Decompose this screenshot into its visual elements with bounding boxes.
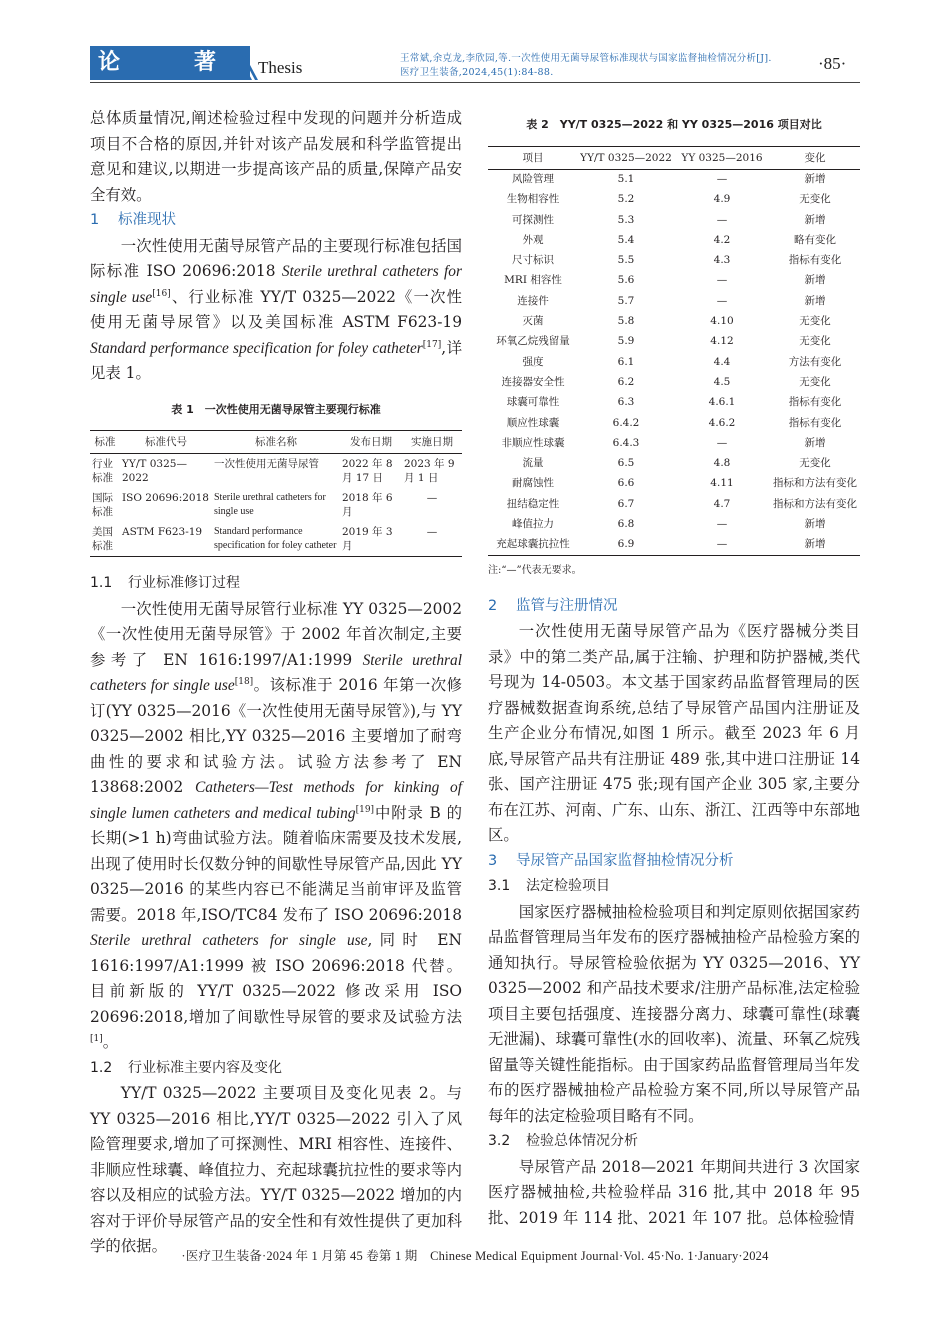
section-title: 法定检验项目 — [526, 878, 610, 895]
table-cell: 5.6 — [617, 274, 635, 287]
header-rule — [90, 82, 860, 83]
table-header: 标准名称 — [212, 431, 340, 454]
table-cell: 非顺应性球囊 — [501, 436, 565, 449]
table-header: 标准代号 — [120, 431, 212, 454]
table-cell: 外观 — [522, 233, 544, 246]
table-cell: 充起球囊抗拉性 — [488, 535, 578, 556]
section-title: 监管与注册情况 — [516, 597, 618, 614]
table-header: YY 0325—2016 — [674, 146, 770, 169]
table-row — [488, 413, 860, 433]
table-row — [488, 169, 860, 190]
table-cell: 可探测性 — [512, 213, 554, 226]
table-row: 行业标准 YY/T 0325—2022 一次性使用无菌导尿管 2022 年 8 月 17 日 2023 年 9 月 1 日 — [92, 458, 455, 484]
table-cell: 6.9 — [578, 535, 674, 556]
intro-paragraph: 总体质量情况,阐述检验过程中发现的问题并分析造成项目不合格的原因,并针对该产品发展和科学监管提出意见和建议,以期进一步提高该产品的质量,保障产品安全有效。 — [90, 109, 462, 204]
right-column — [488, 106, 860, 1231]
table-row — [488, 393, 860, 413]
table-row — [488, 210, 860, 230]
table-cell: 新增 — [804, 294, 826, 307]
table-1-caption: 表 1 一次性使用无菌导尿管主要现行标准 — [171, 402, 381, 416]
table-cell: — — [716, 213, 728, 226]
table-cell: 6.4.2 — [612, 416, 640, 429]
table-cell: 球囊可靠性 — [506, 396, 560, 409]
table-cell: 4.6.2 — [708, 416, 736, 429]
table-header: 项目 — [488, 146, 578, 169]
table-cell: 连接器安全性 — [501, 375, 565, 388]
table-header: 标准 — [90, 431, 120, 454]
table-row — [488, 230, 860, 250]
section-number: 3.1 — [488, 878, 511, 895]
table-row — [488, 332, 860, 352]
table-cell: 新增 — [804, 518, 826, 531]
table-cell: 指标和方法有变化 — [773, 477, 857, 490]
section-1-2-heading — [90, 1056, 462, 1082]
table-row — [488, 535, 860, 556]
table-cell: 6.1 — [617, 355, 635, 368]
section-tag-char-1: 论 — [98, 50, 121, 75]
table-cell: 5.3 — [617, 213, 635, 226]
table-cell: 指标有变化 — [788, 416, 842, 429]
table-cell: 无变化 — [799, 315, 831, 328]
table-2 — [488, 146, 860, 557]
table-cell: — — [716, 518, 728, 531]
table-cell: 峰值拉力 — [512, 518, 554, 531]
section-tag — [90, 46, 250, 80]
table-row — [488, 312, 860, 332]
table-cell: 4.11 — [710, 477, 734, 490]
table-cell: 无变化 — [799, 335, 831, 348]
citation-line-2: 医疗卫生装备,2024,45(1):84-88. — [400, 67, 554, 78]
table-row — [488, 474, 860, 494]
table-cell: — — [674, 535, 770, 556]
table-cell: 4.2 — [713, 233, 731, 246]
table-cell: 4.9 — [713, 193, 731, 206]
section-title: 行业标准主要内容及变化 — [128, 1059, 282, 1076]
table-1 — [90, 430, 462, 557]
table-cell: 尺寸标识 — [512, 254, 554, 267]
table-cell: 4.3 — [713, 254, 731, 267]
table-row: 国际标准 ISO 20696:2018 Sterile urethral catheters for single use 2018 年 6 月 — — [92, 492, 438, 518]
paragraph-changes: YY/T 0325—2022 主要项目及变化见表 2。与 YY 0325—2016 相比,YY/T 0325—2022 引入了风险管理要求,增加了可探测性、MRI 相容性、连接件、非顺应性球囊、峰值拉力、充起球囊抗拉性的要求等内容以及相应的试验方法。YY/T 0325—2022 增加的内容对于评价导尿管产品的安全性和有效性提供了更加科学的依据。 — [90, 1084, 462, 1255]
table-2-note: 注:“—”代表无要求。 — [488, 565, 582, 577]
citation — [400, 52, 772, 80]
table-row — [488, 271, 860, 291]
section-label-en: Thesis — [258, 58, 303, 77]
table-cell: 新增 — [804, 274, 826, 287]
table-cell: 生物相容性 — [506, 193, 560, 206]
section-3-1-heading — [488, 874, 860, 900]
paragraph-standards: 一次性使用无菌导尿管产品的主要现行标准包括国际标准 ISO 20696:2018 Sterile urethral catheters for single use[16]、行业标准 YY/T 0325—2022《一次性使用无菌导尿管》以及美国标准 ASTM F623-19 Standard performance specification for foley catheter[17],详见表 1。 — [90, 236, 462, 382]
table-cell: 4.7 — [713, 497, 731, 510]
table-cell: 5.2 — [617, 193, 635, 206]
table-header: 发布日期 — [340, 431, 402, 454]
table-row — [488, 291, 860, 311]
section-3-heading — [488, 849, 860, 875]
table-cell: 方法有变化 — [788, 355, 842, 368]
table-cell: 4.12 — [710, 335, 734, 348]
table-cell: MRI 相容性 — [504, 274, 562, 287]
table-cell: 略有变化 — [794, 233, 836, 246]
table-cell: 6.4.3 — [612, 436, 640, 449]
table-cell: 4.8 — [713, 457, 731, 470]
section-1-1-heading — [90, 571, 462, 597]
section-3-2-heading — [488, 1129, 860, 1155]
section-tag-char-2: 著 — [194, 50, 217, 75]
table-cell: 风险管理 — [512, 173, 554, 185]
section-number: 2 — [488, 597, 498, 614]
table-row — [488, 372, 860, 392]
table-cell: 指标有变化 — [788, 396, 842, 409]
section-title: 标准现状 — [118, 212, 176, 228]
section-number: 3.2 — [488, 1133, 511, 1150]
table-cell: 6.2 — [617, 375, 635, 388]
table-cell: 指标和方法有变化 — [773, 497, 857, 510]
table-cell: 灭菌 — [522, 315, 544, 328]
table-row — [488, 433, 860, 453]
table-cell: 新增 — [770, 535, 860, 556]
table-row — [488, 454, 860, 474]
table-cell: — — [716, 294, 728, 307]
table-header: 变化 — [770, 146, 860, 169]
table-cell: — — [716, 173, 728, 185]
paragraph-revision: 一次性使用无菌导尿管行业标准 YY 0325—2002《一次性使用无菌导尿管》于 2002 年首次制定,主要参考了 EN 1616:1997/A1:1999 Sterile urethral catheters for single use[18]。该标准于 2016 年第一次修订(YY 0325—2016《一次性使用无菌导尿管》),与 YY 0325—2002 相比,YY 0325—2016 主要增加了耐弯曲性的要求和试验方法。试验方法参考了 EN 13868:2002 Catheters—Test methods for kinking of single lumen catheters and medical tubing[19]中附录 B 的长期(>1 h)弯曲试验方法。随着临床需要及技术发展,出现了使用时长仅数分钟的间歇性导尿管产品,因此 YY 0325—2016 的某些内容已不能满足当前审评及监管需要。2018 年,ISO/TC84 发布了 ISO 20696:2018 Sterile urethral catheters for single use,同时 EN 1616:1997/A1:1999 被 ISO 20696:2018 代替。目前新版的 YY/T 0325—2022 修改采用 ISO 20696:2018,增加了间歇性导尿管的要求及试验方法[1]。 — [90, 599, 463, 1051]
left-column — [90, 106, 462, 1260]
table-cell: 5.7 — [617, 294, 635, 307]
table-cell: 4.6.1 — [708, 396, 736, 409]
section-title: 行业标准修订过程 — [128, 575, 240, 591]
table-cell: 5.5 — [617, 254, 635, 267]
table-cell: 5.9 — [617, 335, 635, 348]
table-row: 美国标准 ASTM F623-19 Standard performance specification for foley catheter 2019 年 3 月 — — [90, 522, 462, 557]
table-cell: 无变化 — [799, 457, 831, 470]
table-cell: 顺应性球囊 — [506, 416, 560, 429]
section-number: 1.1 — [90, 575, 113, 591]
table-cell: 无变化 — [799, 375, 831, 388]
table-cell: 4.10 — [710, 315, 734, 328]
journal-footer: ·医疗卫生装备·2024 年 1 月第 45 卷第 1 期 Chinese Medical Equipment Journal·Vol. 45·No. 1·January·2024 — [181, 1249, 769, 1263]
section-number: 1 — [90, 212, 100, 228]
section-1-heading — [90, 208, 462, 234]
table-cell: — — [716, 274, 728, 287]
paragraph-inspection-items: 国家医疗器械抽检检验项目和判定原则依据国家药品监督管理局当年发布的医疗器械抽检产品检验方案的通知执行。导尿管检验依据为 YY 0325—2016、YY 0325—2002 和产品技术要求/注册产品标准,法定检验项目主要包括强度、连接器分离力、球囊可靠性(球囊无泄漏)、球囊可靠性(水的回收率)、流量、环氧乙烷残留量等关键性能指标。由于国家药品监督管理局当年发布的医疗器械抽检产品检验方案不同,所以导尿管产品每年的法定检验项目略有不同。 — [488, 902, 860, 1125]
table-cell: 环氧乙烷残留量 — [496, 335, 570, 348]
table-cell: 耐腐蚀性 — [512, 477, 554, 490]
table-cell: — — [716, 436, 728, 449]
paragraph-registration: 一次性使用无菌导尿管产品为《医疗器械分类目录》中的第二类产品,属于注输、护理和防护器械,类代号现为 14-0503。本文基于国家药品监督管理局的医疗器械数据查询系统,总结了导尿管产品国内注册证及生产企业分布情况,如图 1 所示。截至 2023 年 6 月底,导尿管产品共有注册证 489 张,其中进口注册证 14 张、国产注册证 475 张;现有国产企业 305 家,主要分布在江苏、河南、广东、山东、浙江、江西等中东部地区。 — [488, 622, 860, 845]
table-row — [488, 251, 860, 271]
table-cell: 5.1 — [617, 173, 635, 185]
table-2-caption: 表 2 YY/T 0325—2022 和 YY 0325—2016 项目对比 — [526, 118, 822, 131]
section-number: 1.2 — [90, 1059, 113, 1076]
table-cell: 流量 — [522, 457, 544, 470]
table-cell: 6.6 — [617, 477, 635, 490]
paragraph-overall: 导尿管产品 2018—2021 年期间共进行 3 次国家医疗器械抽检,共检验样品 316 批,其中 2018 年 95 批、2019 年 114 批、2021 年 107 批。总体检验情 — [488, 1157, 860, 1227]
table-cell: 4.4 — [713, 355, 731, 368]
section-title: 检验总体情况分析 — [526, 1133, 638, 1150]
table-cell: 新增 — [804, 436, 826, 449]
table-row — [488, 352, 860, 372]
table-cell: 连接件 — [517, 294, 549, 307]
table-cell: 6.3 — [617, 396, 635, 409]
table-cell: 6.8 — [617, 518, 635, 531]
table-cell: 5.8 — [617, 315, 635, 328]
table-row — [488, 190, 860, 210]
table-cell: 新增 — [804, 173, 826, 185]
table-row — [488, 494, 860, 514]
table-row — [488, 515, 860, 535]
table-cell: 新增 — [804, 213, 826, 226]
table-cell: 强度 — [522, 355, 544, 368]
header-slash-decoration — [228, 46, 258, 80]
section-number: 3 — [488, 852, 498, 869]
table-cell: 4.5 — [713, 375, 731, 388]
table-header: 实施日期 — [402, 431, 462, 454]
table-header: YY/T 0325—2022 — [578, 146, 674, 169]
section-2-heading — [488, 594, 860, 620]
table-cell: 5.4 — [617, 233, 635, 246]
table-cell: 无变化 — [799, 193, 831, 206]
table-cell: 6.5 — [617, 457, 635, 470]
table-cell: 6.7 — [617, 497, 635, 510]
page-number: ·85· — [818, 54, 847, 73]
section-title: 导尿管产品国家监督抽检情况分析 — [516, 852, 734, 869]
table-cell: 扭结稳定性 — [506, 497, 560, 510]
table-cell: 指标有变化 — [788, 254, 842, 267]
citation-line-1: 王常斌,余克龙,李欣园,等.一次性使用无菌导尿管标准现状与国家监督抽检情况分析[J]. — [400, 53, 772, 64]
